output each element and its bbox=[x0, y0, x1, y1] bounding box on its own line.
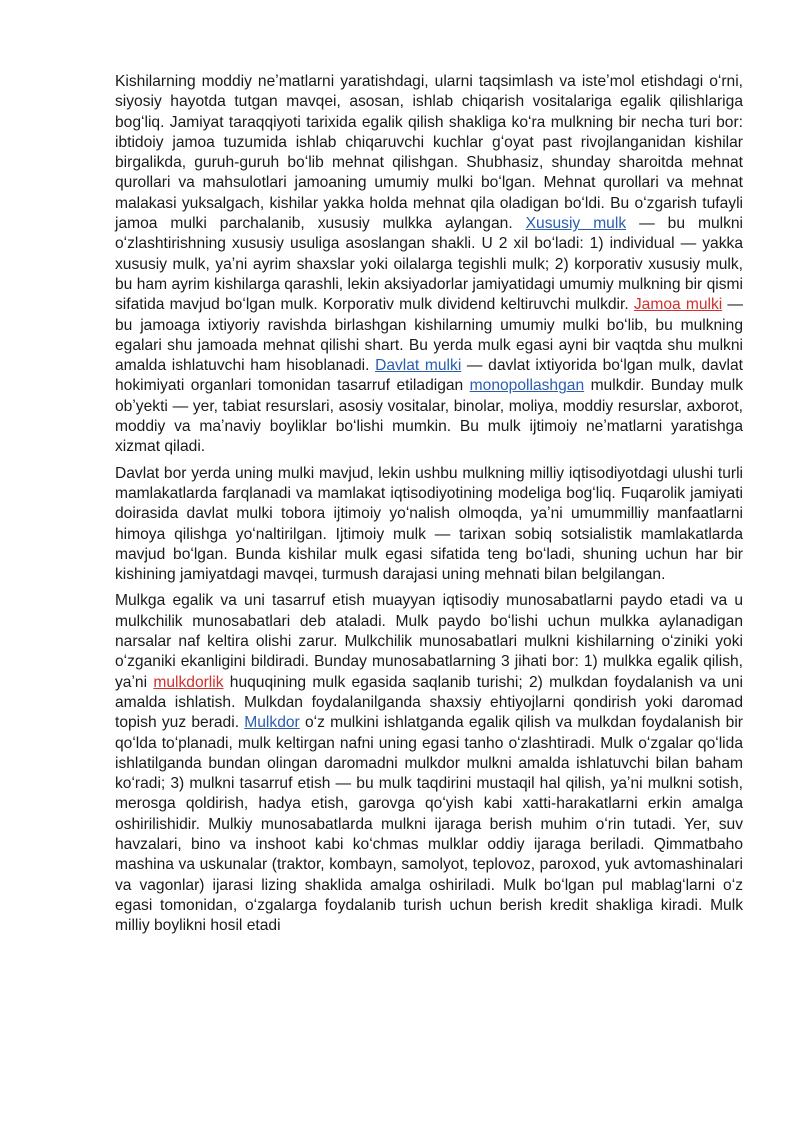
paragraph-text: Davlat bor yerda uning mulki mavjud, lekin ushbu mulkning milliy iqtisodiyotdagi ulushi turli mamlakatlarda farqlanadi va mamlakat iqtisodiyotining modeliga bogʻliq. Fuqarolik jamiyati doirasida davlat mulki tobora ijtimoiy yoʻnalish olmoqda, yaʼni umummilliy manfaatlarni himoya qilishga yoʻnaltirilgan. Ijtimoiy mulk — tarixan sobiq sotsialistik mamlakatlarda mavjud boʻlgan. Bunda kishilar mulk egasi sifatida teng boʻladi, shuning uchun har bir kishining jamiyatdagi mavqei, turmush darajasi uning mehnati bilan belgilangan. bbox=[115, 464, 743, 584]
paragraph-text: Kishilarning moddiy neʼmatlarni yaratishdagi, ularni taqsimlash va isteʼmol etishdagi oʻrni, siyosiy hayotda tutgan mavqei, asosan, ishlab chiqarish vositalariga egalik qilishlariga bogʻliq. Jamiyat taraqqiyoti tarixida egalik qilish shakliga koʻra mulkning bir necha turi bor: ibtidoiy jamoa tuzumida ishlab chiqaruvchi kuchlar gʻoyat past rivojlanganidan kishilar birgalikda, guruh-guruh boʻlib mehnat qilishgan. Shubhasiz, shunday sharoitda mehnat qurollari va mahsulotlari jamoaning umumiy mulki boʻlgan. Mehnat qurollari va mehnat malakasi yuksalgach, kishilar yakka holda mehnat qila oladigan boʻldi. Bu oʻzgarish tufayli jamoa mulki parchalanib, xususiy mulkka aylangan. bbox=[115, 73, 743, 233]
paragraph-3 bbox=[115, 591, 743, 936]
link-mulkdor[interactable]: Mulkdor bbox=[244, 714, 300, 732]
paragraph-text: — bu jamoaga ixtiyoriy ravishda birlashgan kishilarning umumiy mulki boʻlib, bu mulkning egalari shu jamoada mehnat qilishi shart. Bu yerda mulk egasi ayni bir vaqtda shu mulkni amalda ishlatuvchi ham hisoblanadi. bbox=[115, 296, 743, 375]
link-monopollashgan[interactable]: monopollashgan bbox=[469, 377, 585, 395]
paragraph-text: — bu mulkni oʻzlashtirishning xususiy usuliga asoslangan shakli. U 2 xil boʻladi: 1) individual — yakka xususiy mulk, yaʼni ayrim shaxslar yoki oilalarga tegishli mulk; 2) korporativ xususiy mulk, bu ham ayrim kishilarga qarashli, lekin aksiyadorlar jamiyatidagi umumiy mulkning bir qismi sifatida mavjud boʻlgan mulk. Korporativ mulk dividend keltiruvchi mulkdir. bbox=[115, 215, 744, 314]
paragraph-text: huquqining mulk egasida saqlanib turishi; 2) mulkdan foydalanish va uni amalda ishlatish. Mulkdan foydalanilganda shaxsiy ehtiyojlarni qondirish yoki daromad topish yuz beradi. bbox=[115, 673, 743, 732]
paragraph-text: mulkdir. Bunday mulk obʼyekti — yer, tabiat resurslari, asosiy vositalar, binolar, moliya, moddiy resurslar, axborot, moddiy va maʼnaviy boyliklar boʻlishi mumkin. Bu mulk ijtimoiy neʼmatlarni yaratishga xizmat qiladi. bbox=[115, 377, 743, 456]
link-xususiy-mulk[interactable]: Xususiy mulk bbox=[525, 215, 627, 233]
link-mulkdorlik[interactable]: mulkdorlik bbox=[153, 673, 224, 691]
paragraph-2 bbox=[115, 464, 743, 586]
paragraph-text: Mulkga egalik va uni tasarruf etish muayyan iqtisodiy munosabatlarni paydo etadi va u mulkchilik munosabatlari deb ataladi. Mulk paydo boʻlishi uchun mulkka aylanadigan narsalar naf keltira olishi zarur. Mulkchilik munosabatlari mulkni kishilarning oʻziniki yoki oʻzganiki ekanligini bildiradi. Bunday munosabatlarning 3 jihati bor: 1) mulkka egalik qilish, yaʼni bbox=[115, 592, 743, 691]
paragraph-text: oʻz mulkini ishlatganda egalik qilish va mulkdan foydalanish bir qoʻlda toʻplanadi, mulk keltirgan nafni uning egasi tanho oʻzlashtiradi. Mulk oʻzgalar qoʻlida ishlatilganda bundan olingan daromadni mulkdor mulkni amalda ishlatuvchi bilan baham koʻradi; 3) mulkni tasarruf etish — bu mulk taqdirini mustaqil hal qilish, yaʼni mulkni sotish, merosga qoldirish, hadya etish, garovga qoʻyish kabi xatti-harakatlarni erkin amalga oshirilishidir. Mulkiy munosabatlarda mulkni ijaraga berish muhim oʻrin tutadi. Yer, suv havzalari, bino va inshoot kabi koʻchmas mulklar oddiy ijaraga beriladi. Qimmatbaho mashina va uskunalar (traktor, kombayn, samolyot, teplovoz, paroxod, yuk avtomashinalari va vagonlar) ijarasi lizing shaklida amalga oshiriladi. Mulk boʻlgan pul mablagʻlarni oʻz egasi tomonidan, oʻzgalarga foydalanib turish uchun berish kredit shakliga kiradi. Mulk milliy boylikni hosil etadi bbox=[115, 714, 743, 935]
link-davlat-mulki[interactable]: Davlat mulki bbox=[375, 357, 462, 375]
paragraph-text: — davlat ixtiyorida boʻlgan mulk, davlat hokimiyati organlari tomonidan tasarruf etiladigan bbox=[115, 357, 744, 395]
document-body bbox=[115, 72, 743, 942]
paragraph-1 bbox=[115, 72, 743, 458]
link-jamoa-mulki[interactable]: Jamoa mulki bbox=[633, 296, 723, 314]
